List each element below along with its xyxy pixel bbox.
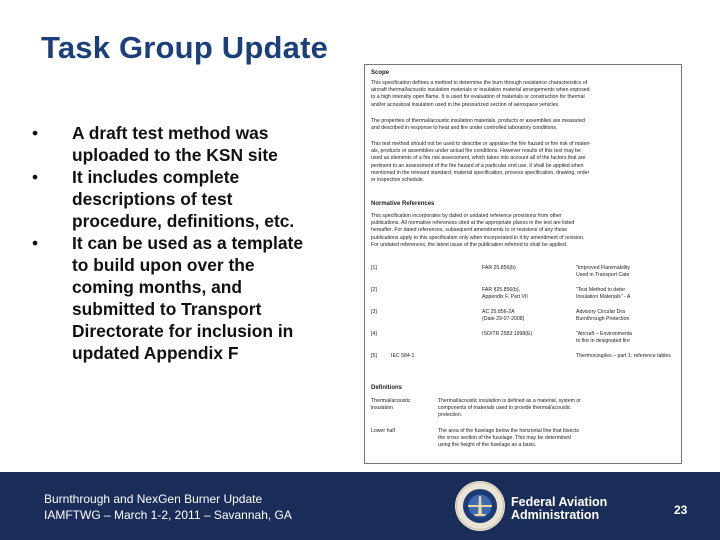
reference-row [371, 265, 682, 279]
footer-meeting-info: IAMFTWG – March 1-2, 2011 – Savannah, GA [44, 508, 292, 522]
references-heading: Normative References [371, 201, 435, 207]
reference-row [371, 287, 682, 301]
doc-text-line: mentioned in the relevant standard, material specification, process specification, drawing, order [371, 169, 590, 176]
bullet-item [28, 166, 348, 232]
definition-term: Lower half [371, 428, 395, 434]
reference-ref: ISO/TR 2583:1998(E) [482, 331, 533, 337]
doc-text-line: to a high intensity open flame. It is used for evaluation of materials or construction for thermal [371, 94, 585, 101]
reference-row [371, 331, 682, 345]
scope-paragraph-3 [371, 141, 671, 184]
scope-heading: Scope [371, 70, 390, 76]
bullet-text-line: updated Appendix F [72, 343, 239, 363]
page-number: 23 [674, 503, 688, 517]
footer-bar [0, 472, 720, 540]
doc-text-line: The properties of thermal/acoustic insulation materials, products or assemblies are measured [371, 118, 585, 124]
reference-num: [3] [371, 309, 377, 315]
bullet-text-line: uploaded to the KSN site [72, 145, 278, 165]
doc-text-line: and/or acoustical insulation used in the pressurized section of aerospace vehicles. [371, 101, 560, 108]
doc-text-line: For undated references, the latest issue of the publication referred to shall be applied. [371, 241, 568, 248]
reference-ref: FAR 25.856(b) [482, 265, 516, 271]
reference-desc: "Test Method to deter Insulation Materials" - A [576, 287, 631, 300]
doc-text-line: publications apply to this specification only when incorporated in it by amendment of revision. [371, 234, 585, 241]
bullet-marker: • [32, 167, 39, 187]
reference-num: [5] [371, 353, 377, 359]
bullet-text-line: submitted to Transport [72, 299, 262, 319]
references-paragraph [371, 213, 671, 249]
doc-text-line: and described in response to heat and fire under controlled laboratory conditions. [371, 125, 558, 132]
bullet-text-line: descriptions of test [72, 189, 233, 209]
reference-row [371, 309, 682, 323]
doc-text-line: als, products or assemblies under actual fire conditions. However results of this test may be [371, 148, 581, 155]
reference-ref: FAR §25.856(b), Appendix F, Part VII [482, 287, 528, 300]
doc-text-line: aircraft thermal/acoustic insulation materials or insulation material arrangements when exposed [371, 87, 590, 94]
reference-ref: IEC 584-1 [391, 353, 415, 359]
footer-presentation-title: Burnthrough and NexGen Burner Update [44, 492, 263, 506]
doc-text-line: publications. All normative references cited at the appropriate places in the text are listed [371, 220, 575, 227]
bullet-text-line: coming months, and [72, 277, 243, 297]
reference-desc: Advisory Circular Dra Burnthrough Protection [576, 309, 630, 322]
definitions-heading: Definitions [371, 385, 402, 391]
bullet-list [28, 122, 348, 364]
faa-seal-icon [455, 481, 505, 531]
scope-paragraph-2 [371, 118, 671, 132]
bullet-text-line: to build upon over the [72, 255, 255, 275]
doc-text-line: or inspection schedule. [371, 177, 425, 184]
slide-title: Task Group Update [41, 30, 329, 65]
definition-def: The area of the fuselage below the horizontal line that bisects the cross section of the fuselage. This may be determined using the height of the fuselage as a basis. [438, 428, 580, 448]
doc-text-line: hereafter. For dated references, subsequent amendments to or revisions of any these [371, 227, 568, 234]
reference-num: [4] [371, 331, 377, 337]
definition-term: Thermal/acoustic insulation [371, 398, 411, 411]
bullet-text-line: Directorate for inclusion in [72, 321, 294, 341]
reference-num: [1] [371, 265, 377, 271]
reference-desc: "Aircraft – Environmenta to fire in designated fire [576, 331, 633, 344]
doc-text-line: pertinent to an assessment of the fire hazard of a particular end use. It shall be applied when [371, 162, 584, 169]
document-image [364, 64, 682, 464]
bullet-text-line: A draft test method was [72, 123, 269, 143]
scope-paragraph-1 [371, 80, 671, 109]
reference-ref: AC 25.856-2A (Date 29-07-2008) [482, 309, 525, 322]
doc-text-line: This specification incorporates by dated or undated reference provisions from other [371, 213, 562, 219]
bullet-text-line: It can be used as a template [72, 233, 303, 253]
doc-text-line: used as elements of a fire risk assessment, which takes into account all of the factors that are [371, 155, 586, 162]
definition-def: Thermal/acoustic insulation is defined as a material, system or components of materials used to provide thermal/acoustic protection. [438, 398, 582, 418]
bullet-marker: • [32, 123, 39, 143]
reference-desc: Thermocouples – part 1: reference tables [576, 353, 671, 359]
reference-desc: "Improved Flammability Used in Transport Cate [576, 265, 631, 278]
bullet-text-line: procedure, definitions, etc. [72, 211, 295, 231]
bullet-item [28, 122, 348, 166]
reference-row [371, 353, 682, 367]
doc-text-line: This test method should not be used to describe or appraise the fire hazard or fire risk of materi- [371, 141, 592, 147]
doc-text-line: This specification defines a method to determine the burn through resistance characteristics of [371, 80, 588, 86]
faa-name: Federal Aviation Administration [511, 495, 608, 522]
bullet-text-line: It includes complete [72, 167, 240, 187]
reference-num: [2] [371, 287, 377, 293]
bullet-item [28, 232, 348, 364]
bullet-marker: • [32, 233, 39, 253]
